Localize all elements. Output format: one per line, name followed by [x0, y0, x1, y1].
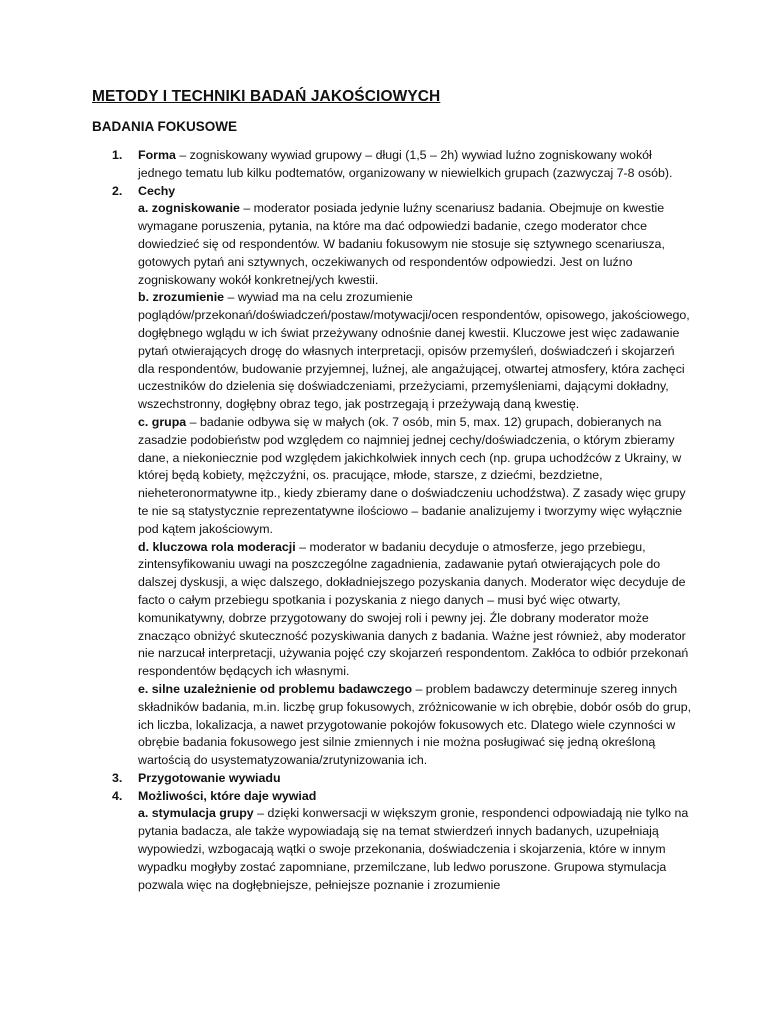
- sub-item-label: a. zogniskowanie: [138, 201, 240, 216]
- sub-item: [138, 289, 692, 414]
- sub-item-text: – problem badawczy determinuje szereg innych składników badania, m.in. liczbę grup fokusowych, zróżnicowanie w ich obrębie, dobór osób do grup, ich liczba, lokalizacja, a nawet przygotowanie pokojów fokusowych etc. Dlatego wiele czynności w obrębie badania fokusowego jest silnie zmiennych i nie można posługiwać się jedną określoną wartością do usystematyzowania/zrutynizowania ich.: [138, 681, 692, 768]
- item-number: 3.: [112, 770, 123, 785]
- sub-item: [138, 414, 692, 539]
- item-heading: Cechy: [138, 183, 176, 198]
- item-heading: Przygotowanie wywiadu: [138, 770, 281, 785]
- item-number: 4.: [112, 788, 123, 803]
- item-heading: Forma: [138, 148, 176, 162]
- sub-item-text: – dzięki konwersacji w większym gronie, respondenci odpowiadają nie tylko na pytania badacza, ale także wypowiadają się na temat stwierdzeń innych badanych, uzupełniają wypowiedzi, wzbogacają wątki o swoje przekonania, doświadczenia i skojarzenia, które w innym wypadku mogłyby zostać zapomniane, przemilczane, lub ledwo poruszone. Grupowa stymulacja pozwala więc na dogłębniejsze, pełniejsze poznanie i zrozumienie: [138, 806, 689, 892]
- sub-item-text: – badanie odbywa się w małych (ok. 7 osób, min 5, max. 12) grupach, dobieranych na zasadzie podobieństw pod względem co najmniej jednej cechy/doświadczenia, o którym zbieramy dane, a niekoniecznie pod względem jakichkolwiek innych cech (np. grupa uchodźców z Ukrainy, w której będą kobiety, mężczyźni, os. pracujące, młode, starsze, z dziećmi, bezdzietne, nieheteronormatywne itp., kiedy zbieramy dane o doświadczeniu uchodźstwa). Z zasady więc grupy te nie są statystycznie reprezentatywne ilościowo – badanie analizujemy i tworzymy więc wyłącznie pod kątem jakościowym.: [138, 414, 686, 536]
- sub-item-label: d. kluczowa rola moderacji: [138, 539, 296, 554]
- document-title: METODY I TECHNIKI BADAŃ JAKOŚCIOWYCH: [92, 88, 441, 105]
- list-item: [92, 788, 692, 895]
- sub-item-text: – wywiad ma na celu zrozumienie poglądów/przekonań/doświadczeń/postaw/motywacji/ocen respondentów, opisowego, jakościowego, dogłębnego wglądu w ich świat przeżywany odnośnie danej kwestii. Kluczowe jest więc zadawanie pytań otwierających drogę do własnych interpretacji, opisów przemyśleń, doświadczeń i skojarzeń dla respondentów, budowanie przyjemnej, luźnej, ale angażującej, otwartej atmosfery, która zachęci uczestników do dzielenia się doświadczeniami, przeżyciami, przemyśleniami, dającymi dokładny, wszechstronny, dogłębny obraz tego, jak postrzegają i przeżywają daną kwestię.: [138, 290, 690, 412]
- section-heading: BADANIA FOKUSOWE: [92, 119, 237, 134]
- item-paragraph: [138, 147, 692, 183]
- sub-item-text: – moderator w badaniu decyduje o atmosferze, jego przebiegu, zintensyfikowaniu uwagi na poszczególne zagadnienia, zadawanie pytań otwierających pole do dalszej dyskusji, a więc dalszego, dokładniejszego pozyskania danych. Moderator więc decyduje de facto o całym przebiegu spotkania i pozyskania z niego danych – musi być więc otwarty, komunikatywny, dobrze przygotowany do swojej roli i pewny jej. Źle dobrany moderator może znacząco obniżyć skuteczność pozyskiwania danych z badania. Ważne jest również, aby moderator nie narzucał interpretacji, używania pojęć czy skojarzeń respondentom. Zakłóca to odbiór przekonań respondentów będących ich własnymi.: [138, 539, 689, 679]
- sub-item-label: c. grupa: [138, 414, 187, 429]
- item-number: 2.: [112, 183, 123, 198]
- sub-item-label: e. silne uzależnienie od problemu badawczego: [138, 681, 413, 696]
- sub-item-text: – moderator posiada jedynie luźny scenariusz badania. Obejmuje on kwestie wymagane poruszenia, pytania, na które ma dać odpowiedzi badanie, czego moderator chce dowiedzieć się od respondentów. W badaniu fokusowym nie stosuje się sztywnego scenariusza, gotowych pytań ani sztywnych, oczekiwanych od respondentów odpowiedzi. Jest on luźno zogniskowany wokół konkretnej/ych kwestii.: [138, 201, 665, 287]
- item-number: 1.: [112, 148, 123, 162]
- list-item: [92, 147, 692, 183]
- sub-item: [138, 539, 692, 681]
- list-item: [92, 770, 692, 788]
- item-heading: Możliwości, które daje wywiad: [138, 788, 317, 803]
- sub-item: [138, 681, 692, 770]
- sub-item-label: b. zrozumienie: [138, 290, 225, 305]
- sub-item: [138, 200, 692, 289]
- item-text: – zogniskowany wywiad grupowy – długi (1,5 – 2h) wywiad luźno zogniskowany wokół jednego tematu lub kilku podtematów, organizowany w niewielkich grupach (zazwyczaj 7-8 osób).: [138, 148, 673, 180]
- sub-item-label: a. stymulacja grupy: [138, 806, 254, 821]
- numbered-list: [92, 147, 692, 894]
- list-item: [92, 183, 692, 770]
- sub-item: [138, 805, 692, 894]
